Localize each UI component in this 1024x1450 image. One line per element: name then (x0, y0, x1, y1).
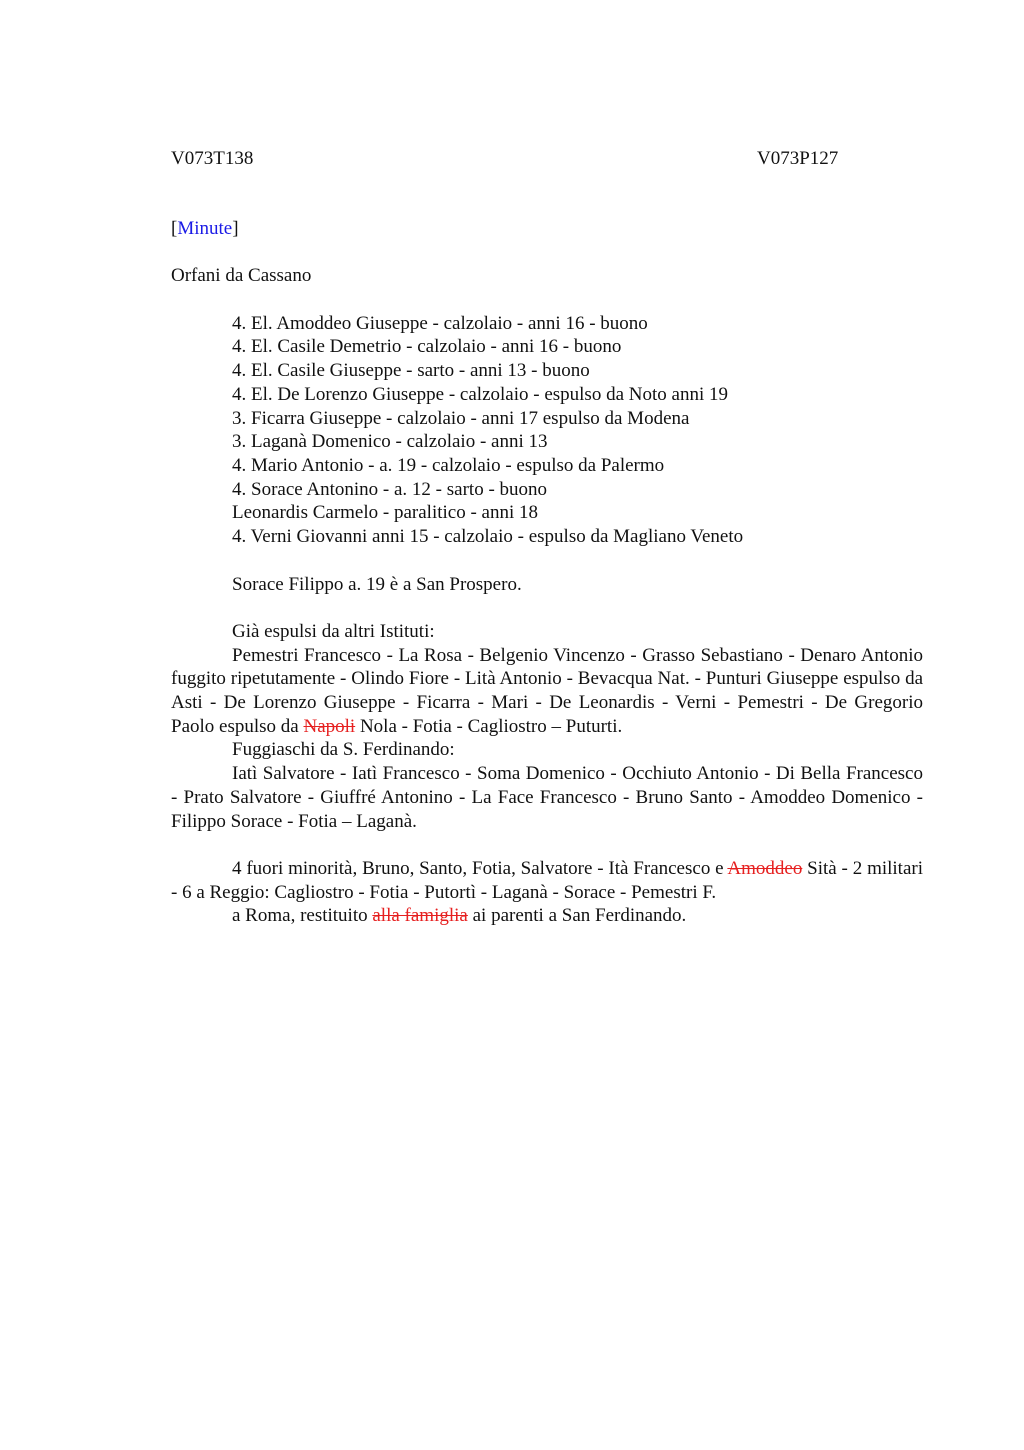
minute-label: Minute (177, 218, 233, 239)
deleted-word: Amoddeo (727, 857, 803, 879)
document-code-right: V073P127 (757, 148, 839, 169)
expelled-text-after: Nola - Fotia - Cagliostro – Puturti. (355, 715, 623, 737)
list-item: 4. El. Amoddeo Giuseppe - calzolaio - anni 16 - buono (232, 312, 648, 334)
list-item: 3. Laganà Domenico - calzolaio - anni 13 (232, 431, 548, 453)
list-item: 4. Verni Giovanni anni 15 - calzolaio - espulso da Magliano Veneto (232, 526, 744, 548)
expelled-text-before: Pemestri Francesco - La Rosa - Belgenio Vincenzo - Grasso Sebastiano - Denaro Antonio fuggito ripetutamente - Olindo Fiore - Lità Antonio - Bevacqua Nat. - Punturi Giuseppe espulso da Asti - De Lorenzo Giuseppe - Ficarra - Mari - De Leonardis - Verni - Pemestri - De Gregorio Paolo espulso da (171, 644, 923, 737)
summary-last-line (171, 904, 923, 928)
list-item: 4. El. Casile Demetrio - calzolaio - anni 16 - buono (232, 336, 622, 358)
list-item: 4. Mario Antonio - a. 19 - calzolaio - espulso da Palermo (232, 455, 665, 476)
summary-text-before: 4 fuori minorità, Bruno, Santo, Fotia, Salvatore - Ità Francesco e (232, 857, 728, 879)
fugitives-heading: Fuggiaschi da S. Ferdinando: (232, 739, 455, 761)
list-item: 3. Ficarra Giuseppe - calzolaio - anni 17 espulso da Modena (232, 407, 690, 429)
section-label-line (171, 217, 923, 241)
summary-paragraph (171, 857, 923, 904)
bracket-open: [ (171, 218, 178, 239)
bracket-close: ] (232, 218, 239, 239)
deleted-word: Napoli (303, 715, 356, 737)
summary-line2-after: ai parenti a San Ferdinando. (467, 905, 687, 927)
summary-line2-before: a Roma, restituito (232, 905, 373, 927)
orphan-list (171, 312, 923, 549)
document-body (171, 217, 923, 928)
list-item: 4. El. Casile Giuseppe - sarto - anni 13 - buono (232, 360, 590, 382)
list-item: Leonardis Carmelo - paralitico - anni 18 (232, 502, 539, 524)
list-item: 4. El. De Lorenzo Giuseppe - calzolaio - espulso da Noto anni 19 (232, 383, 728, 405)
document-code-left: V073T138 (171, 148, 254, 169)
summary-text-after: Sità - 2 militari - 6 a Reggio: Cagliostro - Fotia - Putortì - Laganà - Sorace - Pemestri F. (171, 857, 923, 903)
sorace-note: Sorace Filippo a. 19 è a San Prospero. (232, 573, 522, 595)
expelled-heading: Già espulsi da altri Istituti: (232, 620, 435, 642)
deleted-phrase: alla famiglia (372, 905, 468, 927)
list-item: 4. Sorace Antonino - a. 12 - sarto - buono (232, 478, 548, 500)
section-title: Orfani da Cassano (171, 265, 312, 287)
fugitives-paragraph: Iatì Salvatore - Iatì Francesco - Soma Domenico - Occhiuto Antonio - Di Bella Francesco - Prato Salvatore - Giuffré Antonino - La Face Francesco - Bruno Santo - Amoddeo Domenico - Filippo Sorace - Fotia – Laganà. (171, 763, 923, 832)
expelled-paragraph (171, 644, 923, 739)
